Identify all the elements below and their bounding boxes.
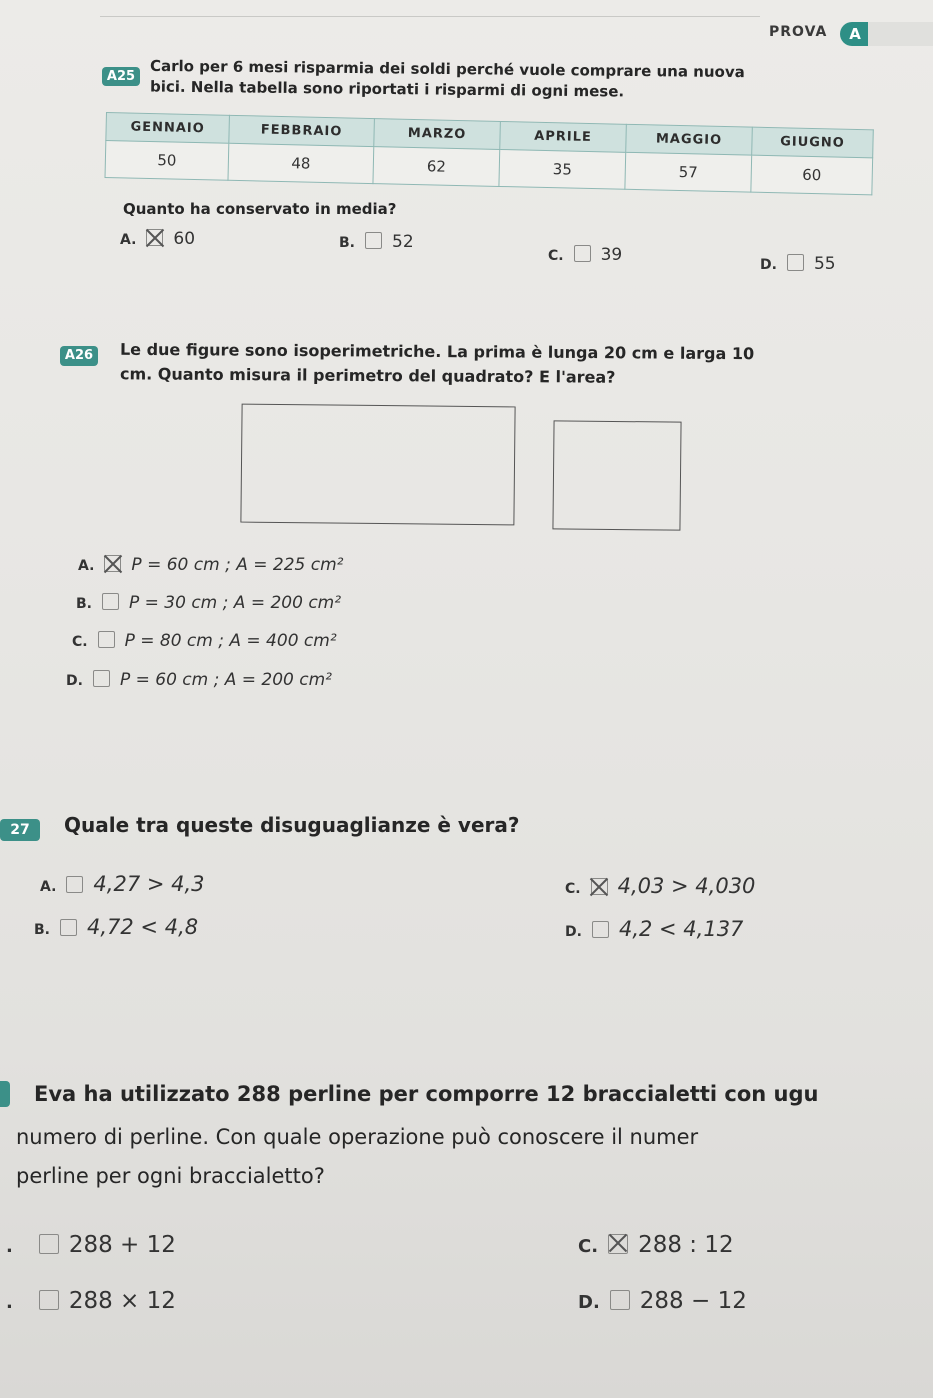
checkbox[interactable] [574, 245, 591, 262]
month-header: APRILE [500, 121, 627, 152]
option-letter: D. [578, 1292, 600, 1313]
option-letter: B. [76, 596, 92, 612]
q25-text-line2: bici. Nella tabella sono riportati i risparmi di ogni mese. [149, 77, 625, 101]
test-label: PROVA [769, 24, 828, 40]
header-tab [868, 22, 933, 46]
option-text: 60 [173, 229, 196, 249]
question-badge-a25: A25 [102, 67, 140, 86]
q25-option-a[interactable] [120, 229, 195, 249]
option-text: 4,03 > 4,030 [617, 874, 756, 898]
q26-option-c[interactable] [72, 631, 337, 651]
q26-option-b[interactable] [76, 593, 341, 613]
q28-text-line2: numero di perline. Con quale operazione può conoscere il numer [16, 1125, 699, 1149]
option-text: P = 30 cm ; A = 200 cm² [129, 593, 342, 613]
q25-option-d[interactable] [760, 254, 836, 274]
option-text: 288 − 12 [639, 1288, 747, 1314]
q28-text-line3: perline per ogni braccialetto? [16, 1164, 325, 1188]
option-letter: D. [66, 673, 83, 689]
question-badge-a26: A26 [60, 346, 98, 366]
month-header: GENNAIO [106, 113, 230, 144]
option-text: 4,27 > 4,3 [93, 872, 205, 896]
q26-text-line2: cm. Quanto misura il perimetro del quadrato? E l'area? [119, 364, 616, 387]
month-value: 60 [751, 155, 873, 195]
option-text: 52 [392, 232, 414, 252]
month-value: 57 [625, 152, 752, 192]
checkbox-checked[interactable] [104, 555, 121, 572]
q27-option-b[interactable] [34, 915, 198, 939]
option-letter: B. [34, 922, 50, 938]
header-rule [100, 16, 760, 17]
option-letter: B. [339, 235, 355, 251]
q28-option-a[interactable] [6, 1232, 176, 1258]
option-letter: C. [548, 248, 564, 264]
checkbox-checked[interactable] [591, 878, 608, 895]
checkbox[interactable] [60, 919, 77, 936]
checkbox[interactable] [66, 876, 83, 893]
q28-text-line1: Eva ha utilizzato 288 perline per comporre 12 braccialetti con ugu [34, 1082, 819, 1106]
month-value: 35 [499, 149, 626, 189]
option-letter: A. [40, 879, 57, 895]
checkbox[interactable] [787, 254, 804, 271]
option-letter: . [6, 1292, 13, 1313]
option-text: P = 60 cm ; A = 200 cm² [119, 670, 332, 690]
month-value: 48 [228, 143, 374, 183]
q27-text: Quale tra queste disuguaglianze è vera? [64, 813, 520, 837]
q26-option-d[interactable] [66, 670, 332, 690]
month-header: FEBBRAIO [229, 115, 375, 146]
option-letter: C. [565, 881, 581, 897]
question-badge-a27: 27 [0, 819, 40, 841]
checkbox-checked[interactable] [608, 1234, 628, 1254]
q25-question: Quanto ha conservato in media? [123, 200, 397, 218]
month-value: 62 [373, 147, 500, 187]
square-figure [552, 420, 681, 530]
q26-option-a[interactable] [78, 555, 343, 575]
q28-option-c[interactable] [578, 1232, 734, 1258]
checkbox[interactable] [365, 232, 382, 249]
option-text: 55 [813, 254, 836, 274]
q26-text-line1: Le due figure sono isoperimetriche. La prima è lunga 20 cm e larga 10 [119, 339, 755, 364]
q25-option-c[interactable] [548, 245, 622, 265]
q25-option-b[interactable] [339, 232, 414, 252]
q27-option-a[interactable] [40, 872, 205, 896]
checkbox[interactable] [93, 670, 110, 687]
checkbox[interactable] [98, 631, 115, 648]
q27-option-c[interactable] [565, 874, 755, 898]
option-text: 288 + 12 [68, 1232, 176, 1258]
q27-option-d[interactable] [565, 917, 743, 941]
checkbox[interactable] [39, 1290, 59, 1310]
option-letter: D. [760, 257, 777, 273]
month-header: MAGGIO [626, 124, 753, 155]
checkbox[interactable] [592, 921, 609, 938]
option-letter: D. [565, 924, 582, 940]
option-letter: C. [578, 1236, 599, 1257]
savings-table [105, 112, 874, 195]
option-text: P = 60 cm ; A = 225 cm² [131, 555, 344, 575]
option-text: 4,2 < 4,137 [618, 917, 744, 941]
option-text: 288 × 12 [68, 1288, 176, 1314]
option-letter: A. [120, 232, 137, 248]
checkbox[interactable] [610, 1290, 630, 1310]
option-letter: C. [72, 634, 88, 650]
q28-option-b[interactable] [6, 1288, 176, 1314]
question-badge-cut [0, 1081, 10, 1107]
rectangle-figure [240, 404, 515, 526]
checkbox[interactable] [39, 1234, 59, 1254]
option-text: 4,72 < 4,8 [87, 915, 199, 939]
test-version-badge: A [840, 22, 870, 46]
option-text: 288 : 12 [638, 1232, 734, 1258]
option-letter: A. [78, 558, 95, 574]
month-value: 50 [105, 141, 229, 181]
checkbox[interactable] [102, 593, 119, 610]
option-text: P = 80 cm ; A = 400 cm² [124, 631, 337, 651]
month-header: GIUGNO [752, 127, 874, 158]
q28-option-d[interactable] [578, 1288, 747, 1314]
option-letter: . [6, 1236, 13, 1257]
q25-text-line1: Carlo per 6 mesi risparmia dei soldi perché vuole comprare una nuova [149, 56, 745, 82]
option-text: 39 [600, 245, 623, 265]
checkbox-checked[interactable] [146, 229, 163, 246]
month-header: MARZO [374, 119, 501, 150]
